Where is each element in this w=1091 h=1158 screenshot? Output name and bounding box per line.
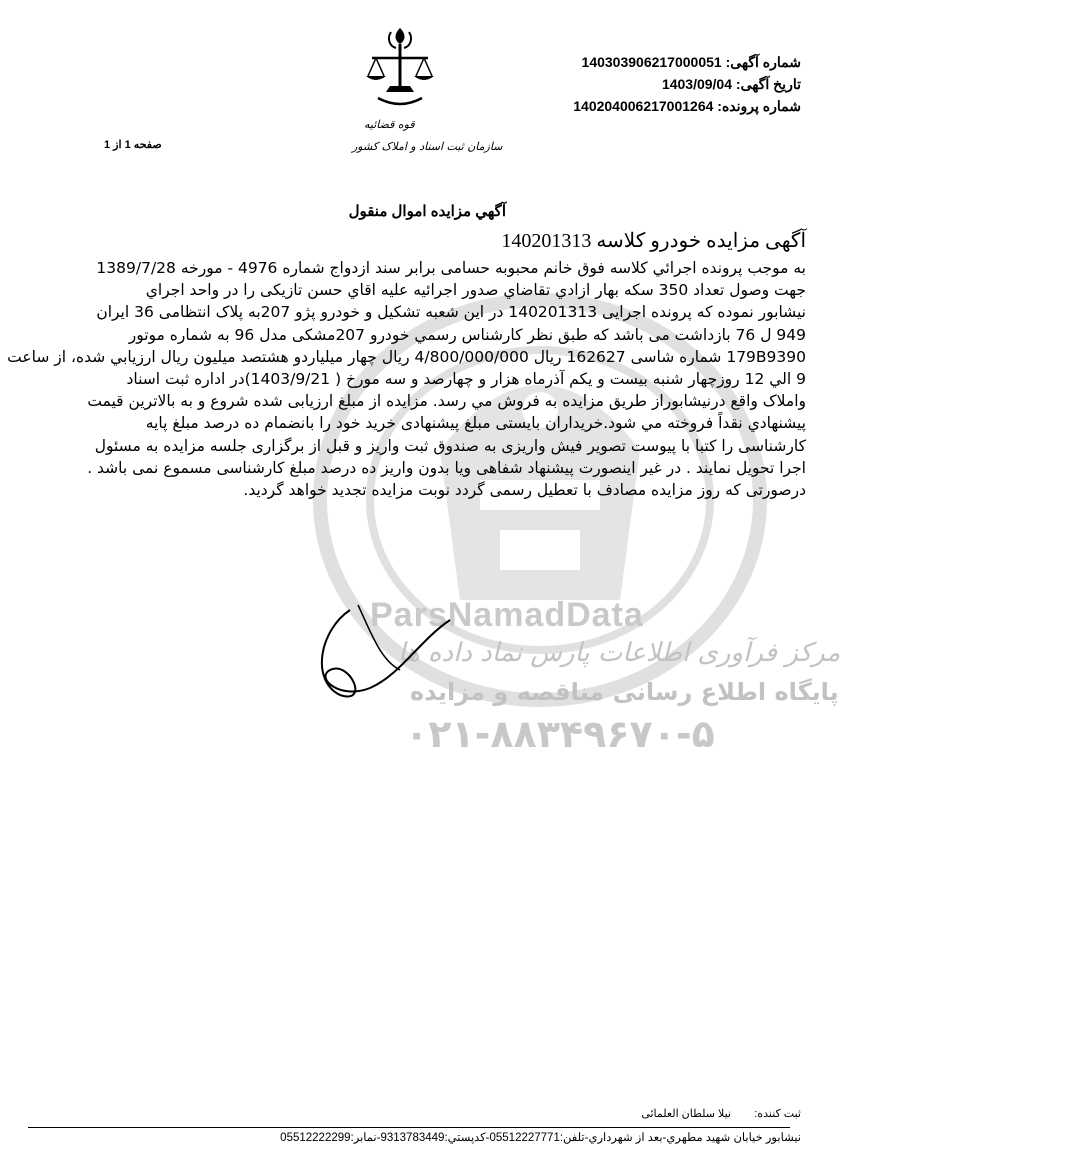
emblem-caption-1: قوه قضائیه	[364, 118, 415, 131]
file-number-label: شماره پرونده:	[717, 98, 801, 114]
body-line: نيشابور نموده که پرونده اجرایی 140201313 در این شعبه تشکیل و خودرو پژو 207به پلاک انتظامی 36 ایران	[96, 303, 806, 322]
emblem-caption-2: سازمان ثبت اسناد و املاک کشور	[352, 140, 503, 153]
watermark-phone: ۰۲۱-۸۸۳۴۹۶۷۰-۵	[405, 712, 715, 756]
signature	[310, 600, 460, 710]
file-number-row	[573, 96, 801, 116]
body-line: 9 الي 12 روزچهار شنبه بيست و يکم آذرماه هزار و چهارصد و سه مورخ ( 1403/9/21)در اداره ثبت اسناد	[126, 370, 806, 389]
body-line: اجرا تحويل نمايند . در غير اينصورت پيشنهاد شفاهی ويا بدون واريز ده درصد مبلغ کارشناسی مسموع نمی باشد .	[87, 458, 806, 477]
watermark-line2: پایگاه اطلاع رسانی مناقصه و مزایده	[410, 678, 839, 706]
judiciary-emblem-icon	[360, 24, 440, 124]
registrar-name: نيلا سلطان العلمائی	[641, 1108, 731, 1120]
footer-divider	[28, 1127, 790, 1128]
file-number: 140204006217001264	[573, 98, 714, 114]
page-title: آگهي مزايده اموال منقول	[348, 203, 506, 220]
notice-headline: آگهی مزایده خودرو کلاسه 140201313	[501, 230, 806, 252]
notice-number-row	[582, 52, 801, 72]
notice-date-label: تاریخ آگهی:	[735, 76, 801, 92]
body-line: به موجب پرونده اجرائي کلاسه فوق خانم محبوبه حسامی برابر سند ازدواج شماره 4976 - مورخه 1389/7/28	[96, 259, 806, 277]
body-line: پيشنهادي نقداً فروخته مي شود.خريداران بايستی مبلغ پيشنهادی خريد خود را بانضمام ده درصد مبلغ پايه	[145, 414, 806, 433]
registrar-label: ثبت کننده:	[754, 1108, 801, 1120]
notice-date: 1403/09/04	[661, 76, 733, 92]
page-number: صفحه 1 از 1	[104, 139, 162, 151]
body-line: 179B9390 شماره شاسی 162627 ريال 4/800/000/000 ريال چهار ميلياردو هشتصد ميليون ريال ارزيابي شده، از ساعت	[7, 347, 806, 366]
notice-date-row	[662, 74, 801, 94]
notice-number: 140303906217000051	[581, 54, 722, 70]
body-line: جهت وصول تعداد 350 سکه بهار ازادي تقاضاي صدور اجرائيه عليه اقاي حسن تازیکی را در واحد اجراي	[145, 281, 806, 300]
notice-number-label: شماره آگهی:	[725, 54, 801, 70]
office-address: نيشابور خيابان شهيد مطهري-بعد از شهرداري-تلفن:05512227771-کدپستي:9313783449-نمابر:05512222299	[280, 1132, 801, 1144]
watermark-line1: مرکز فرآوری اطلاعات پارس نماد داده ها	[398, 638, 841, 668]
notice-body	[6, 257, 806, 501]
body-line: واملاک واقع درنيشابوراز طريق مزايده به فروش مي رسد. مزايده از مبلغ ارزيابی شده شروع و به بالاترين قيمت	[87, 392, 806, 411]
body-line: درصورتی که روز مزايده مصادف با تعطيل رسمی گردد نوبت مزايده تجديد خواهد گرديد.	[243, 481, 806, 500]
body-line: 949 ل 76 بازداشت می باشد که طبق نظر کارشناس رسمي خودرو 207مشکی مدل 96 به شماره موتور	[128, 325, 806, 344]
watermark-brand: ParsNamadData	[370, 596, 644, 634]
body-line: کارشناسی را کتبا با پيوست تصوير فيش واريزی به صندوق ثبت واريز و قبل از برگزاری جلسه مزايده به مسئول	[94, 436, 806, 455]
